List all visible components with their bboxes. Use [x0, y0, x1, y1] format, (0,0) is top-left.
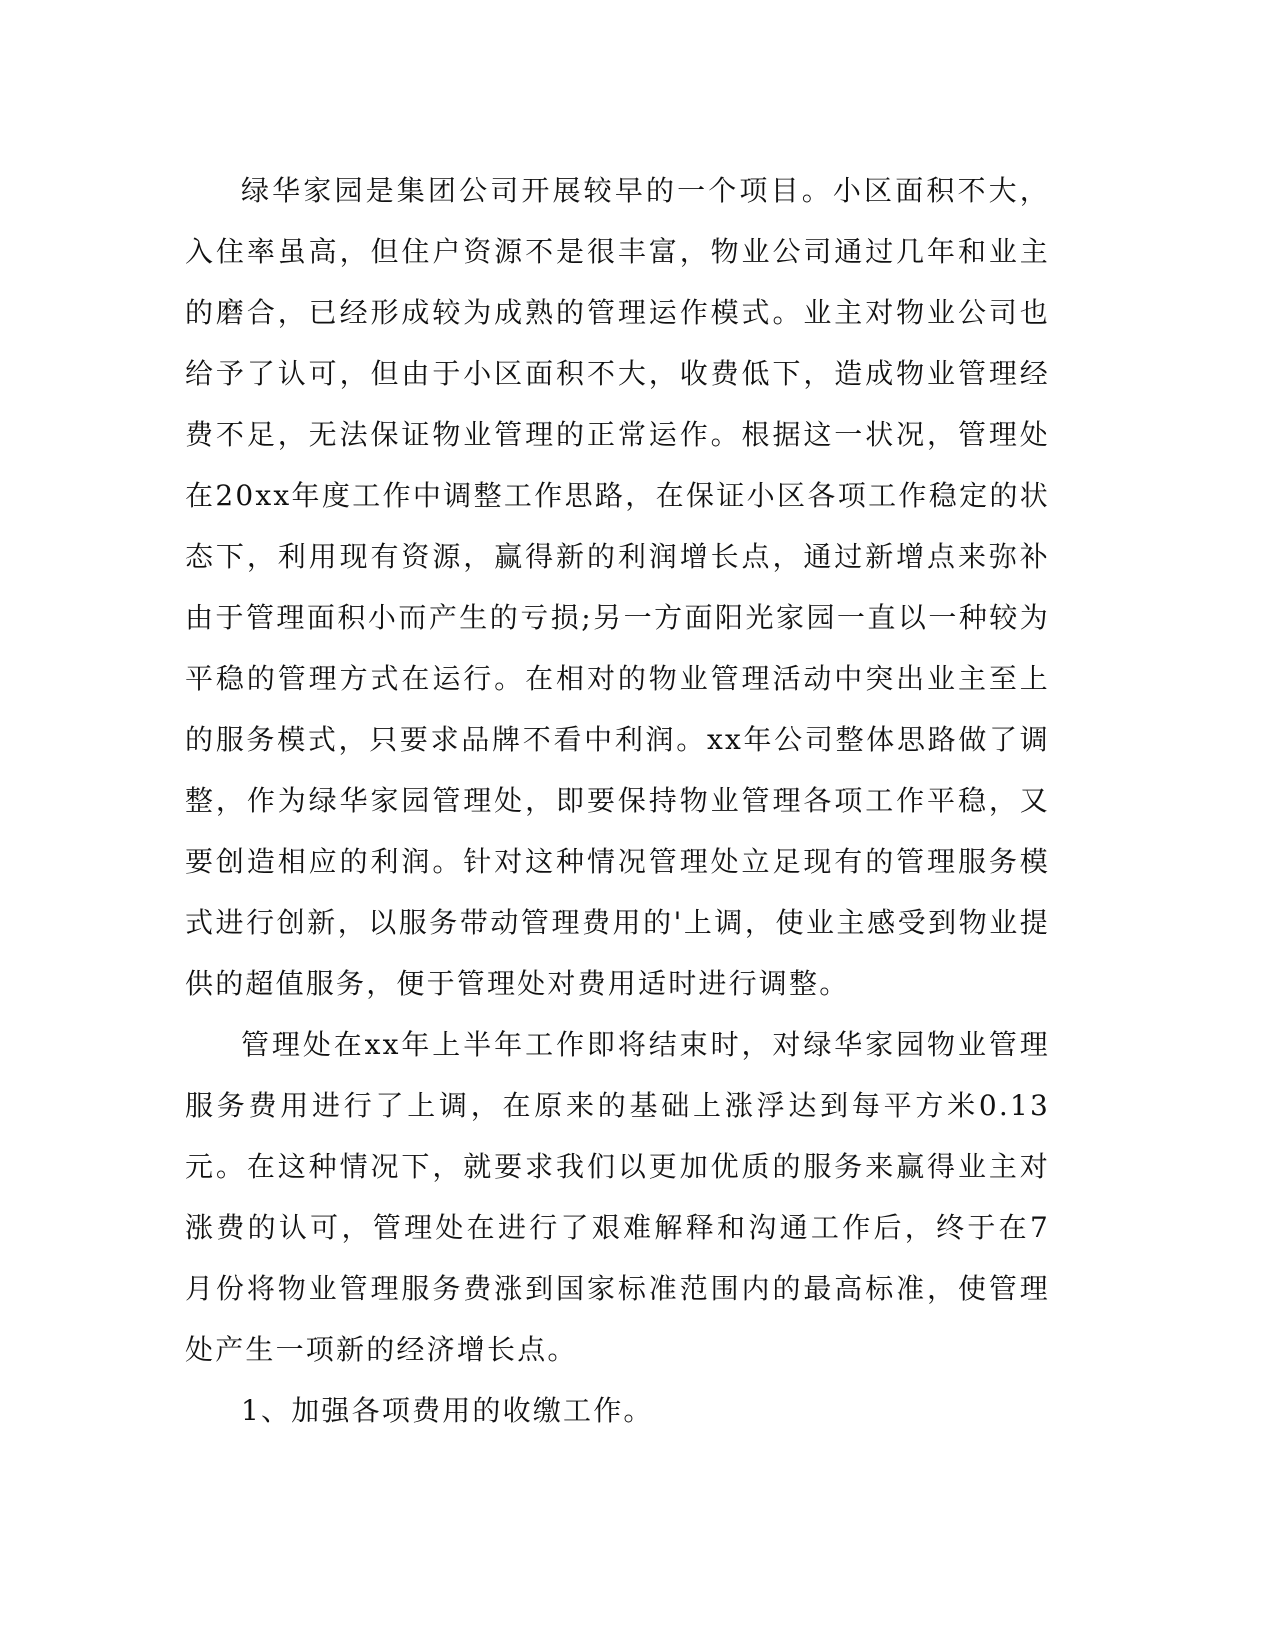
paragraph-section-heading: 1、加强各项费用的收缴工作。 [241, 1394, 654, 1427]
paragraph-fee-adjustment: 管理处在xx年上半年工作即将结束时，对绿华家园物业管理服务费用进行了上调，在原来的基础上涨浮达到每平方米0.13元。在这种情况下，就要求我们以更加优质的服务来赢得业主对涨费的认可，管理处在进行了艰难解释和沟通工作后，终于在7月份将物业管理服务费涨到国家标准范围内的最高标准，使管理处产生一项新的经济增长点。 [185, 1028, 1050, 1366]
paragraph-project-overview: 绿华家园是集团公司开展较早的一个项目。小区面积不大，入住率虽高，但住户资源不是很丰富，物业公司通过几年和业主的磨合，已经形成较为成熟的管理运作模式。业主对物业公司也给予了认可，但由于小区面积不大，收费低下，造成物业管理经费不足，无法保证物业管理的正常运作。根据这一状况，管理处在20xx年度工作中调整工作思路，在保证小区各项工作稳定的状态下，利用现有资源，赢得新的利润增长点，通过新增点来弥补由于管理面积小而产生的亏损;另一方面阳光家园一直以一种较为平稳的管理方式在运行。在相对的物业管理活动中突出业主至上的服务模式，只要求品牌不看中利润。xx年公司整体思路做了调整，作为绿华家园管理处，即要保持物业管理各项工作平稳，又要创造相应的利润。针对这种情况管理处立足现有的管理服务模式进行创新，以服务带动管理费用的'上调，使业主感受到物业提供的超值服务，便于管理处对费用适时进行调整。 [185, 174, 1050, 1000]
document-body [185, 160, 1050, 1441]
